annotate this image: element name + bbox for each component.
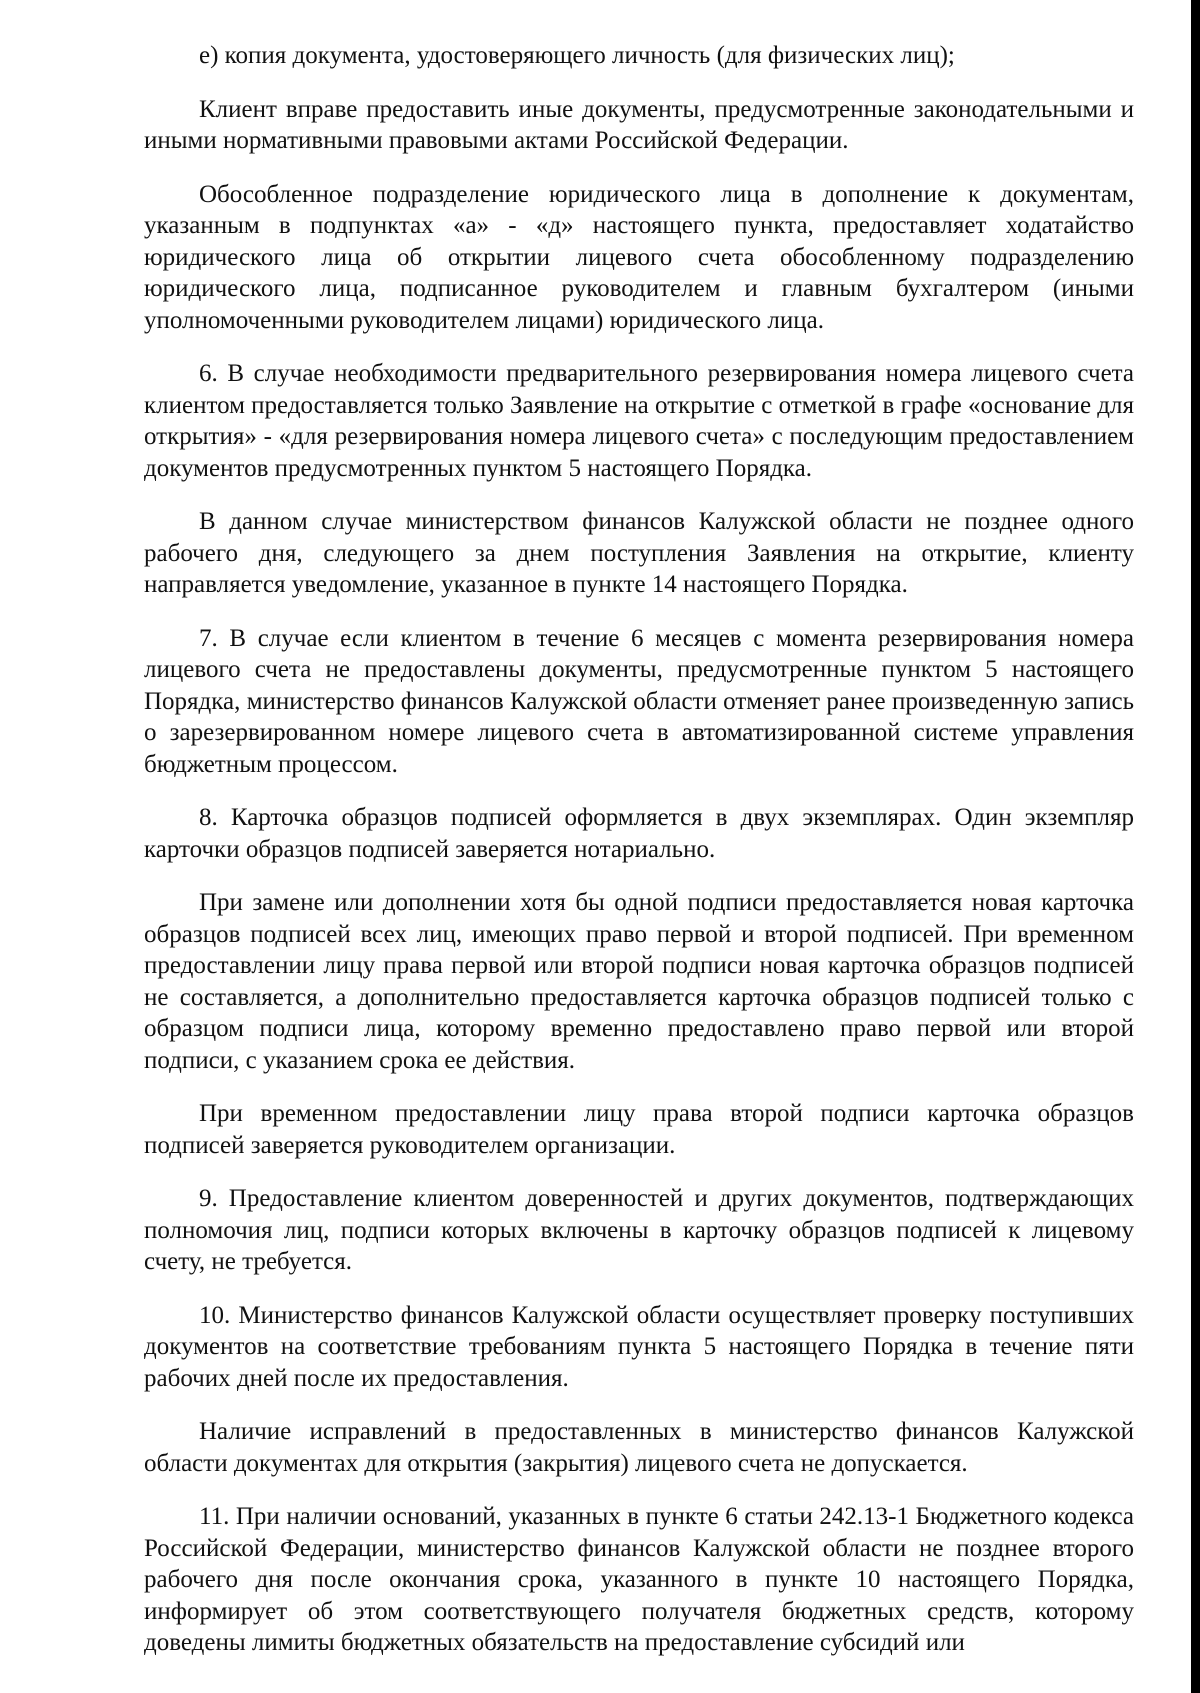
document-body (144, 40, 1134, 1681)
paragraph-other-documents: Клиент вправе предоставить иные документы, предусмотренные законодательными и иными нормативными правовыми актами Российской Федерации. (144, 95, 1134, 154)
paragraph-item-7: 7. В случае если клиентом в течение 6 месяцев с момента резервирования номера лицевого счета не предоставлены документы, предусмотренные пунктом 5 настоящего Порядка, министерство финансов Калужской области отменяет ранее произведенную запись о зарезервированном номере лицевого счета в автоматизированной системе управления бюджетным процессом. (144, 624, 1134, 778)
paragraph-notification: В данном случае министерством финансов Калужской области не позднее одного рабочего дня, следующего за днем поступления Заявления на открытие, клиенту направляется уведомление, указанное в пункте 14 настоящего Порядка. (144, 508, 1134, 598)
paragraph-subitem-e: е) копия документа, удостоверяющего личность (для физических лиц); (199, 42, 955, 69)
scan-edge-bar (1191, 0, 1200, 1693)
paragraph-item-8: 8. Карточка образцов подписей оформляется в двух экземплярах. Один экземпляр карточки образцов подписей заверяется нотариально. (144, 804, 1134, 863)
paragraph-item-10: 10. Министерство финансов Калужской области осуществляет проверку поступивших документов на соответствие требованиям пункта 5 настоящего Порядка в течение пяти рабочих дней после их предоставления. (144, 1301, 1134, 1392)
paragraph-separate-division: Обособленное подразделение юридического лица в дополнение к документам, указанным в подпунктах «а» - «д» настоящего пункта, предоставляет ходатайство юридического лица об открытии лицевого счета обособленному подразделению юридического лица, подписанное руководителем и главным бухгалтером (иными уполномоченными руководителем лицами) юридического лица. (144, 180, 1134, 334)
paragraph-second-signature: При временном предоставлении лицу права второй подписи карточка образцов подписей заверяется руководителем организации. (144, 1100, 1134, 1159)
paragraph-corrections: Наличие исправлений в предоставленных в министерство финансов Калужской области документах для открытия (закрытия) лицевого счета не допускается. (144, 1418, 1134, 1477)
paragraph-signature-replacement: При замене или дополнении хотя бы одной подписи предоставляется новая карточка образцов подписей всех лиц, имеющих право первой и второй подписей. При временном предоставлении лицу права первой или второй подписи новая карточка образцов подписей не составляется, а дополнительно предоставляется карточка образцов подписей только с образцом подписи лица, которому временно предоставлено право первой или второй подписи, с указанием срока ее действия. (144, 889, 1134, 1074)
paragraph-item-6: 6. В случае необходимости предварительного резервирования номера лицевого счета клиентом предоставляется только Заявление на открытие с отметкой в графе «основание для открытия» - «для резервирования номера лицевого счета» с последующим предоставлением документов предусмотренных пунктом 5 настоящего Порядка. (144, 360, 1134, 482)
paragraph-item-11: 11. При наличии оснований, указанных в пункте 6 статьи 242.13-1 Бюджетного кодекса Российской Федерации, министерство финансов Калужской области не позднее второго рабочего дня после окончания срока, указанного в пункте 10 настоящего Порядка, информирует об этом соответствующего получателя бюджетных средств, которому доведены лимиты бюджетных обязательств на предоставление субсидий или (144, 1503, 1134, 1656)
paragraph-item-9: 9. Предоставление клиентом доверенностей и других документов, подтверждающих полномочия лиц, подписи которых включены в карточку образцов подписей к лицевому счету, не требуется. (144, 1185, 1134, 1275)
